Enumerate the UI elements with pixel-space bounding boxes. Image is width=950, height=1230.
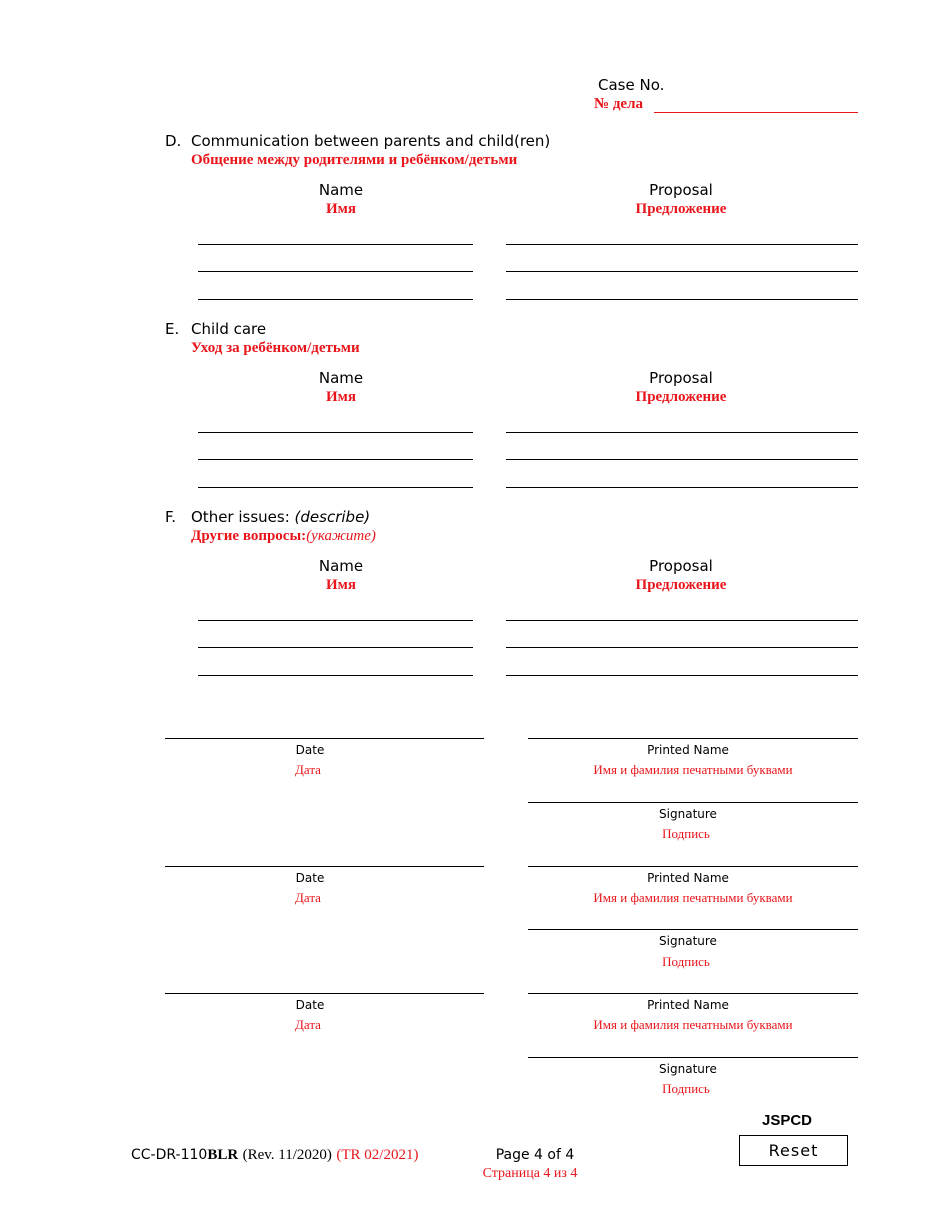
section-e-name-input-1[interactable] (198, 432, 473, 433)
date-label-ru-2: Дата (295, 890, 321, 905)
section-e-proposal-header: Proposal (649, 369, 713, 387)
date-label-1: Date (295, 743, 325, 757)
section-e-name-header: Name (318, 369, 364, 387)
form-revision: (Rev. 11/2020) (242, 1147, 332, 1163)
section-f-title-text: Other issues: (191, 508, 290, 526)
section-d-name-header-ru: Имя (326, 201, 356, 217)
date-input-1[interactable] (165, 738, 484, 739)
page-number-ru: Страница 4 из 4 (482, 1166, 578, 1181)
date-input-2[interactable] (165, 866, 484, 867)
printed-name-label-3: Printed Name (647, 998, 729, 1012)
section-d-proposal-input-1[interactable] (506, 244, 858, 245)
section-d-proposal-header: Proposal (649, 181, 713, 199)
form-code-suffix: BLR (207, 1147, 239, 1163)
section-e-name-input-2[interactable] (198, 459, 473, 460)
section-e-title-ru: Уход за ребёнком/детьми (191, 340, 360, 356)
date-label-2: Date (295, 871, 325, 885)
signature-input-1[interactable] (528, 802, 858, 803)
section-d-name-input-3[interactable] (198, 299, 473, 300)
printed-name-label-1: Printed Name (647, 743, 729, 757)
signature-label-1: Signature (659, 807, 717, 821)
section-f-proposal-input-1[interactable] (506, 620, 858, 621)
section-d-name-header: Name (318, 181, 364, 199)
printed-name-label-ru-2: Имя и фамилия печатными буквами (593, 890, 793, 905)
section-d-title: Communication between parents and child(ren) (191, 132, 551, 150)
section-f-proposal-header-ru: Предложение (635, 577, 727, 593)
section-f-proposal-input-2[interactable] (506, 647, 858, 648)
section-f-proposal-header: Proposal (649, 557, 713, 575)
section-d-proposal-input-3[interactable] (506, 299, 858, 300)
printed-name-label-ru-1: Имя и фамилия печатными буквами (593, 762, 793, 777)
signature-label-3: Signature (659, 1062, 717, 1076)
section-f-name-input-1[interactable] (198, 620, 473, 621)
section-e-proposal-input-3[interactable] (506, 487, 858, 488)
org-code: JSPCD (762, 1112, 813, 1129)
section-f-name-header: Name (318, 557, 364, 575)
form-translation-revision: (TR 02/2021) (336, 1147, 419, 1163)
section-d-title-ru: Общение между родителями и ребёнком/детьми (191, 152, 518, 168)
signature-input-2[interactable] (528, 929, 858, 930)
section-f-title-ru-text: Другие вопросы: (191, 528, 307, 544)
form-code: CC-DR-110 (131, 1147, 208, 1163)
printed-name-input-3[interactable] (528, 993, 858, 994)
date-input-3[interactable] (165, 993, 484, 994)
form-id (131, 1147, 418, 1164)
date-label-ru-3: Дата (295, 1017, 321, 1032)
signature-label-2: Signature (659, 934, 717, 948)
section-f-title (191, 508, 370, 526)
section-e-proposal-input-2[interactable] (506, 459, 858, 460)
date-label-3: Date (295, 998, 325, 1012)
date-label-ru-1: Дата (295, 762, 321, 777)
section-f-title-ru (191, 528, 376, 545)
case-no-label: Case No. (598, 76, 665, 94)
section-d-letter: D. (165, 132, 182, 150)
section-e-letter: E. (165, 320, 180, 338)
section-f-letter: F. (165, 508, 176, 526)
section-f-title-describe: (describe) (294, 508, 371, 526)
printed-name-input-2[interactable] (528, 866, 858, 867)
section-f-title-ru-describe: (укажите) (306, 528, 376, 544)
section-e-name-input-3[interactable] (198, 487, 473, 488)
section-e-name-header-ru: Имя (326, 389, 356, 405)
section-e-proposal-header-ru: Предложение (635, 389, 727, 405)
page-number: Page 4 of 4 (495, 1147, 575, 1163)
signature-label-ru-2: Подпись (662, 954, 710, 969)
section-d-name-input-1[interactable] (198, 244, 473, 245)
section-f-name-header-ru: Имя (326, 577, 356, 593)
signature-label-ru-3: Подпись (662, 1081, 710, 1096)
reset-button[interactable]: Reset (739, 1135, 848, 1166)
section-f-proposal-input-3[interactable] (506, 675, 858, 676)
section-e-title: Child care (191, 320, 267, 338)
case-no-input[interactable] (654, 112, 858, 113)
section-e-proposal-input-1[interactable] (506, 432, 858, 433)
printed-name-input-1[interactable] (528, 738, 858, 739)
signature-label-ru-1: Подпись (662, 826, 710, 841)
signature-input-3[interactable] (528, 1057, 858, 1058)
section-d-name-input-2[interactable] (198, 271, 473, 272)
section-d-proposal-input-2[interactable] (506, 271, 858, 272)
printed-name-label-2: Printed Name (647, 871, 729, 885)
section-f-name-input-3[interactable] (198, 675, 473, 676)
case-no-label-ru: № дела (594, 96, 643, 112)
section-d-proposal-header-ru: Предложение (635, 201, 727, 217)
section-f-name-input-2[interactable] (198, 647, 473, 648)
printed-name-label-ru-3: Имя и фамилия печатными буквами (593, 1017, 793, 1032)
